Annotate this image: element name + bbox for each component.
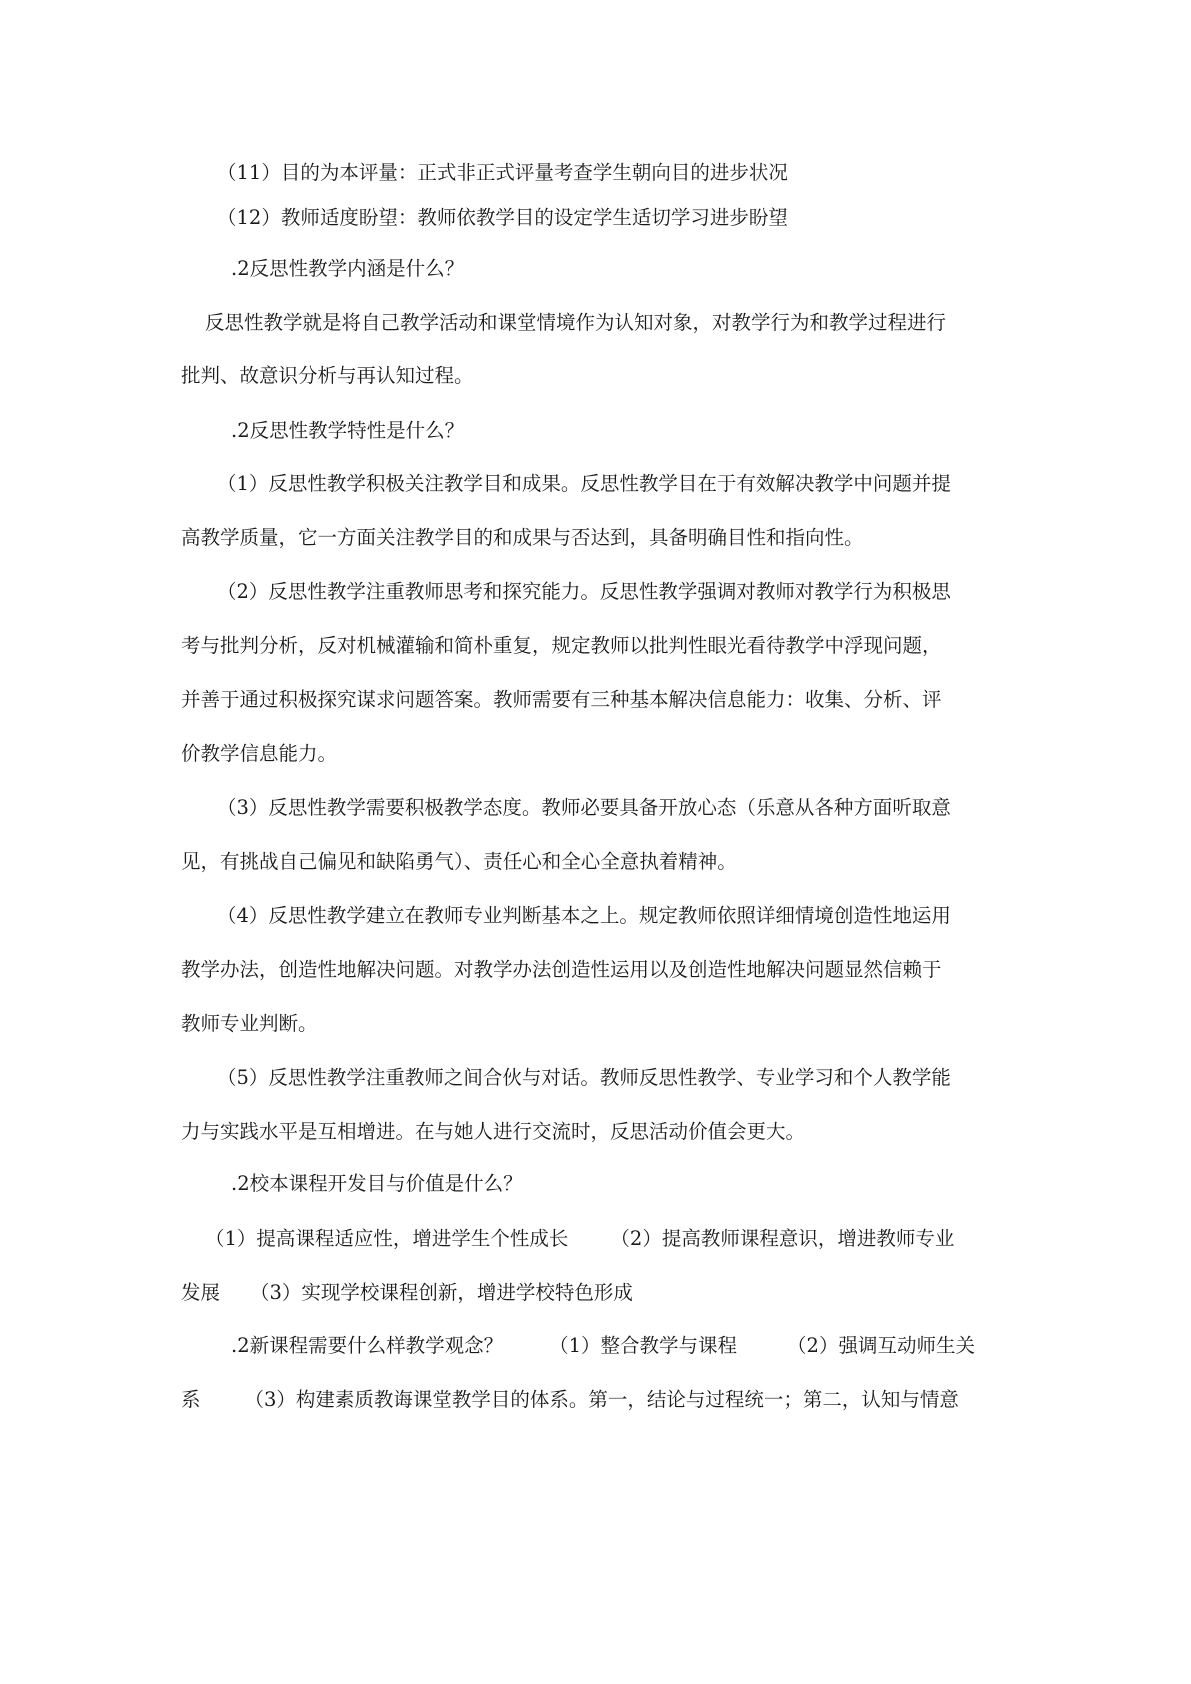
paragraph-line: 高教学质量，它一方面关注教学目的和成果与否达到，具备明确目性和指向性。 <box>181 526 864 549</box>
paragraph-line: 并善于通过积极探究谋求问题答案。教师需要有三种基本解决信息能力：收集、分析、评 <box>181 688 942 711</box>
paragraph-line: （5）反思性教学注重教师之间合伙与对话。教师反思性教学、专业学习和个人教学能 <box>217 1066 951 1089</box>
list-item: （1）整合教学与课程 <box>549 1334 738 1357</box>
question-heading: .2校本课程开发目与价值是什么？ <box>231 1172 523 1195</box>
list-item: 发展 <box>181 1281 221 1304</box>
paragraph-line: （11）目的为本评量：正式非正式评量考查学生朝向目的进步状况 <box>217 161 788 184</box>
paragraph-line: （3）反思性教学需要积极教学态度。教师必要具备开放心态（乐意从各种方面听取意 <box>217 796 951 819</box>
question-heading: .2反思性教学特性是什么？ <box>231 419 465 442</box>
paragraph-line <box>231 1334 975 1358</box>
list-item: （1）提高课程适应性，增进学生个性成长 <box>205 1227 569 1250</box>
paragraph-line: 考与批判分析，反对机械灌输和简朴重复，规定教师以批判性眼光看待教学中浮现问题， <box>181 634 942 657</box>
question-heading: .2反思性教学内涵是什么？ <box>231 257 465 280</box>
paragraph-line: （2）反思性教学注重教师思考和探究能力。反思性教学强调对教师对教学行为积极思 <box>217 580 951 603</box>
paragraph-line <box>181 1281 633 1305</box>
list-item: （2）强调互动师生关 <box>787 1334 975 1357</box>
paragraph-line: 见，有挑战自己偏见和缺陷勇气）、责任心和全心全意执着精神。 <box>181 850 737 873</box>
paragraph-line: 价教学信息能力。 <box>181 742 338 765</box>
list-item: 系 <box>181 1388 201 1411</box>
paragraph-line <box>205 1227 954 1251</box>
paragraph-line: 教师专业判断。 <box>181 1012 318 1035</box>
list-item: （3）构建素质教诲课堂教学目的体系。第一，结论与过程统一；第二，认知与情意 <box>244 1388 959 1411</box>
paragraph-line <box>181 1388 959 1412</box>
paragraph-line: 批判、故意识分析与再认知过程。 <box>181 364 474 387</box>
paragraph-line: 力与实践水平是互相增进。在与她人进行交流时，反思活动价值会更大。 <box>181 1120 806 1143</box>
question-heading: .2新课程需要什么样教学观念？ <box>231 1334 504 1357</box>
paragraph-line: （4）反思性教学建立在教师专业判断基本之上。规定教师依照详细情境创造性地运用 <box>217 904 951 927</box>
paragraph-line: 反思性教学就是将自己教学活动和课堂情境作为认知对象，对教学行为和教学过程进行 <box>205 311 947 334</box>
paragraph-line: （1）反思性教学积极关注教学目和成果。反思性教学目在于有效解决教学中问题并提 <box>217 472 951 495</box>
list-item: （2）提高教师课程意识，增进教师专业 <box>610 1227 955 1250</box>
paragraph-line: 教学办法，创造性地解决问题。对教学办法创造性运用以及创造性地解决问题显然信赖于 <box>181 958 942 981</box>
paragraph-line: （12）教师适度盼望：教师依教学目的设定学生适切学习进步盼望 <box>217 206 788 229</box>
list-item: （3）实现学校课程创新，增进学校特色形成 <box>250 1281 633 1304</box>
